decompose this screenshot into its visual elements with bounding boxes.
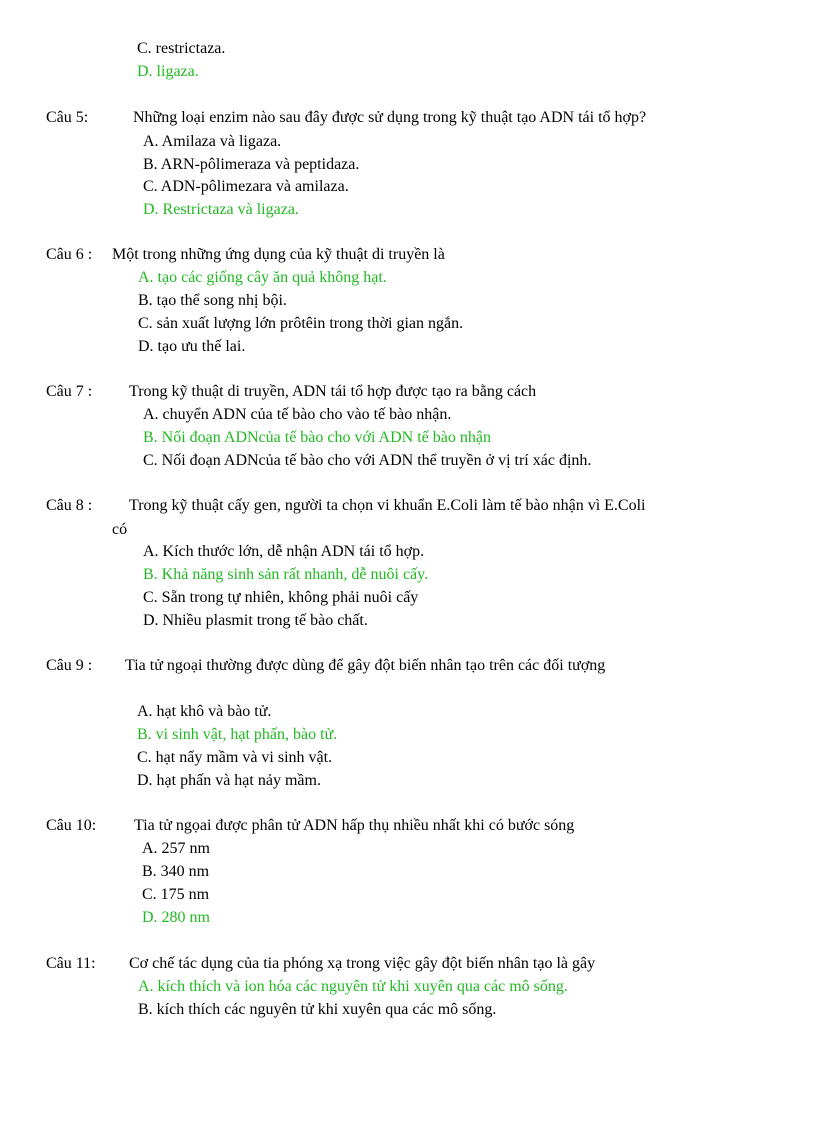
- question-8-option-b-correct: B. Khả năng sinh sản rất nhanh, dễ nuôi cấy.: [143, 566, 429, 583]
- question-6-label: Câu 6 :: [46, 246, 93, 263]
- question-10-option-b: B. 340 nm: [142, 863, 210, 880]
- question-6-option-c: C. sản xuất lượng lớn prôtêin trong thời gian ngắn.: [138, 315, 464, 332]
- question-9-option-b-correct: B. vi sinh vật, hạt phấn, bào tử.: [137, 726, 338, 743]
- question-7-text: Trong kỹ thuật di truyền, ADN tái tổ hợp được tạo ra bằng cách: [129, 383, 537, 400]
- question-10-option-a: A. 257 nm: [142, 840, 210, 857]
- question-5-option-c: C. ADN-pôlimezara và amilaza.: [143, 178, 349, 195]
- question-8-option-c: C. Sẵn trong tự nhiên, không phải nuôi cấy: [143, 589, 419, 606]
- question-10-option-c: C. 175 nm: [142, 886, 210, 903]
- question-10-label: Câu 10:: [46, 817, 97, 834]
- question-8-option-a: A. Kích thước lớn, dễ nhận ADN tái tổ hợp.: [143, 543, 425, 560]
- question-8-text: Trong kỹ thuật cấy gen, người ta chọn vi khuẩn E.Coli làm tế bào nhận vì E.Coli: [129, 497, 646, 514]
- question-10-option-d-correct: D. 280 nm: [142, 909, 210, 926]
- prev-option-c: C. restrictaza.: [137, 40, 226, 57]
- question-6-option-b: B. tạo thể song nhị bội.: [138, 292, 287, 309]
- question-11-label: Câu 11:: [46, 955, 96, 972]
- question-11-option-b: B. kích thích các nguyên tử khi xuyên qua các mô sống.: [138, 1001, 497, 1018]
- question-5-text: Những loại enzim nào sau đây được sử dụng trong kỹ thuật tạo ADN tái tổ hợp?: [133, 109, 647, 126]
- question-9-option-c: C. hạt nẩy mầm và vi sinh vật.: [137, 749, 333, 766]
- question-9-text: Tia tử ngoại thường được dùng để gây đột biến nhân tạo trên các đối tượng: [125, 657, 606, 674]
- question-10-text: Tia tử ngọai được phân tử ADN hấp thụ nhiều nhất khi có bước sóng: [134, 817, 575, 834]
- prev-option-d-correct: D. ligaza.: [137, 63, 199, 80]
- question-9-option-a: A. hạt khô và bào tử.: [137, 703, 272, 720]
- question-9-label: Câu 9 :: [46, 657, 93, 674]
- question-9-option-d: D. hạt phấn và hạt nảy mầm.: [137, 772, 321, 789]
- question-8-option-d: D. Nhiều plasmit trong tế bào chất.: [143, 612, 368, 629]
- question-7-label: Câu 7 :: [46, 383, 93, 400]
- question-8-text-continued: có: [112, 521, 128, 538]
- question-7-option-c: C. Nối đoạn ADNcủa tế bào cho với ADN thể truyền ở vị trí xác định.: [143, 452, 592, 469]
- question-5-option-a: A. Amilaza và ligaza.: [143, 133, 282, 150]
- question-7-option-b-correct: B. Nối đoạn ADNcủa tế bào cho với ADN tế bào nhận: [143, 429, 491, 446]
- question-7-option-a: A. chuyển ADN của tế bào cho vào tế bào nhận.: [143, 406, 452, 423]
- question-11-text: Cơ chế tác dụng của tia phóng xạ trong việc gây đột biến nhân tạo là gây: [129, 955, 596, 972]
- question-5-option-b: B. ARN-pôlimeraza và peptidaza.: [143, 156, 360, 173]
- question-6-text: Một trong những ứng dụng của kỹ thuật di truyền là: [112, 246, 445, 263]
- question-6-option-a-correct: A. tạo các giống cây ăn quả không hạt.: [138, 269, 387, 286]
- question-5-label: Câu 5:: [46, 109, 89, 126]
- question-6-option-d: D. tạo ưu thế lai.: [138, 338, 246, 355]
- question-11-option-a-correct: A. kích thích và ion hóa các nguyên tử khi xuyên qua các mô sống.: [138, 978, 568, 995]
- question-8-label: Câu 8 :: [46, 497, 93, 514]
- question-5-option-d-correct: D. Restrictaza và ligaza.: [143, 201, 299, 218]
